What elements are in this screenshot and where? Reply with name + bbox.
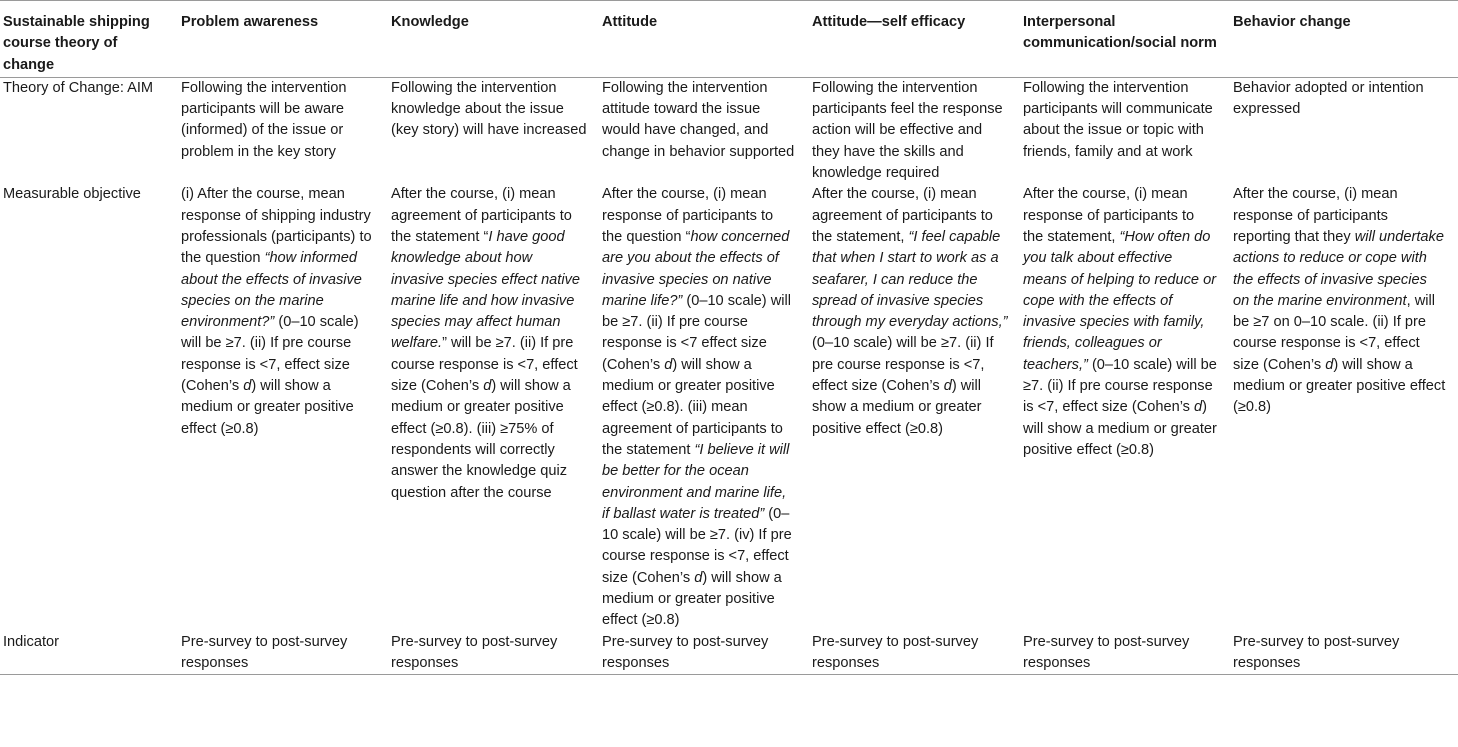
table-cell — [809, 77, 1020, 184]
table-row-measurable-objective — [0, 184, 1458, 631]
cell-text: Pre-survey to post-survey responses — [391, 633, 558, 671]
cell-text-italic: d — [943, 378, 952, 395]
column-header-behavior-change: Behavior change — [1233, 14, 1351, 30]
cell-text-italic: d — [243, 378, 252, 395]
cell-text: Following the intervention participants will communicate about the issue or topic with friends, family and at work — [1023, 79, 1213, 160]
cell-text: Pre-survey to post-survey responses — [812, 633, 979, 671]
cell-text: (0–10 scale) will be ≥7. (ii) If pre course response is <7, effect size (Cohen’s — [812, 335, 994, 395]
cell-text: , will be ≥7 on 0–10 scale. (ii) If pre course response is <7, effect size (Cohen’s — [1233, 292, 1435, 373]
cell-text: Behavior adopted or intention expressed — [1233, 79, 1424, 118]
cell-text: (0–10 scale) will be ≥7. (ii) If pre course response is <7, effect size (Cohen’s — [181, 314, 359, 395]
column-header-attitude: Attitude — [602, 14, 658, 30]
column-header-self-efficacy: Attitude—self efficacy — [812, 14, 966, 30]
table-cell — [809, 184, 1020, 631]
cell-text: (0–10 scale) will be ≥7. (iv) If pre course response is <7, effect size (Cohen’s — [602, 505, 792, 586]
cell-text: Pre-survey to post-survey responses — [181, 633, 348, 671]
column-header-knowledge: Knowledge — [391, 14, 469, 30]
cell-text: Following the intervention participants feel the response action will be effective and they have the skills and knowledge required — [812, 79, 1003, 182]
cell-text: Following the intervention attitude toward the issue would have changed, and change in behavior supported — [602, 79, 795, 160]
column-header-problem-awareness: Problem awareness — [181, 14, 319, 30]
cell-text: ) will show a medium or greater positive effect (≥0.8). (iii) ≥75% of respondents will correctly answer the knowledge quiz question after the course — [391, 378, 571, 501]
cell-text: ) will show a medium or greater positive effect (≥0.8) — [812, 378, 982, 437]
table-cell — [1020, 77, 1230, 184]
table-cell — [388, 184, 599, 631]
cell-text: Pre-survey to post-survey responses — [602, 633, 769, 671]
cell-text: Following the intervention participants will be aware (informed) of the issue or problem in the key story — [181, 79, 347, 160]
cell-text-italic: d — [483, 378, 492, 395]
table-cell — [178, 77, 388, 184]
cell-text: (i) After the course, mean response of shipping industry professionals (participants) to the question — [181, 186, 372, 267]
cell-text-italic: “I believe it will be better for the ocean environment and marine life, if ballast water is treated” — [602, 441, 790, 522]
table-cell — [599, 632, 809, 675]
cell-text: Following the intervention knowledge about the issue (key story) will have increased — [391, 79, 587, 139]
cell-text-italic: d — [1325, 356, 1334, 373]
row-label-indicator: Indicator — [3, 633, 59, 650]
cell-text: After the course, (i) mean response of participants to the question “ — [602, 186, 774, 245]
cell-text-italic: how concerned are you about the effects of invasive species on native marine life?” — [602, 228, 790, 309]
table-cell — [599, 184, 809, 631]
table-cell — [1230, 184, 1458, 631]
column-header-social-norm: Interpersonal communication/social norm — [1023, 14, 1217, 52]
cell-text: After the course, (i) mean agreement of participants to the statement, — [812, 186, 993, 245]
cell-text-italic: “I feel capable that when I start to work as a seafarer, I can reduce the spread of invasive species through my everyday actions,” — [812, 228, 1008, 331]
cell-text-italic: d — [694, 569, 703, 586]
cell-text-italic: will undertake actions to reduce or cope with the effects of invasive species on the marine environment — [1233, 228, 1444, 309]
table-row-indicator — [0, 632, 1458, 675]
table-cell — [388, 77, 599, 184]
cell-text-italic: I have good knowledge about how invasive species effect native marine life and how invasive species may affect human welfare. — [391, 228, 581, 352]
cell-text-italic: “How often do you talk about effective means of helping to reduce or cope with the effects of invasive species with family, friends, colleagues or teachers,” — [1023, 228, 1217, 373]
cell-text-italic: “how informed about the effects of invasive species on the marine environment?” — [181, 250, 362, 331]
table-cell — [178, 184, 388, 631]
cell-text: (0–10 scale) will be ≥7. (ii) If pre course response is <7 effect size (Cohen’s — [602, 292, 791, 373]
table-cell — [1020, 632, 1230, 675]
table-cell — [178, 632, 388, 675]
cell-text: After the course, (i) mean response of participants reporting that they — [1233, 186, 1398, 245]
cell-text-italic: d — [664, 356, 673, 373]
table-row-aim — [0, 77, 1458, 184]
table-cell — [1020, 184, 1230, 631]
cell-text: (0–10 scale) will be ≥7. (ii) If pre course response is <7, effect size (Cohen’s — [1023, 356, 1217, 416]
cell-text: After the course, (i) mean response of participants to the statement, — [1023, 186, 1195, 245]
cell-text: ) will show a medium or greater positive effect (≥0.8). (iii) mean agreement of participants to the statement — [602, 356, 783, 458]
cell-text: ) will show a medium or greater positive effect (≥0.8) — [1233, 356, 1446, 416]
cell-text: ) will show a medium or greater positive effect (≥0.8) — [602, 569, 782, 629]
table-cell — [809, 632, 1020, 675]
row-label-aim: Theory of Change: AIM — [3, 79, 154, 96]
cell-text: ) will show a medium or greater positive effect (≥0.8) — [181, 378, 354, 437]
cell-text-italic: d — [1194, 399, 1203, 416]
table-cell — [1230, 77, 1458, 184]
cell-text: ” will be ≥7. (ii) If pre course response is <7, effect size (Cohen’s — [391, 335, 578, 395]
table-cell — [1230, 632, 1458, 675]
column-header-theory: Sustainable shipping course theory of change — [3, 14, 150, 73]
table-cell — [599, 77, 809, 184]
row-label-measurable-objective: Measurable objective — [3, 186, 141, 203]
cell-text: Pre-survey to post-survey responses — [1023, 633, 1190, 671]
table-cell — [388, 632, 599, 675]
cell-text: After the course, (i) mean agreement of participants to the statement “ — [391, 186, 572, 245]
cell-text: ) will show a medium or greater positive effect (≥0.8) — [1023, 399, 1217, 458]
cell-text: Pre-survey to post-survey responses — [1233, 633, 1400, 671]
table-header-row — [0, 1, 1458, 78]
